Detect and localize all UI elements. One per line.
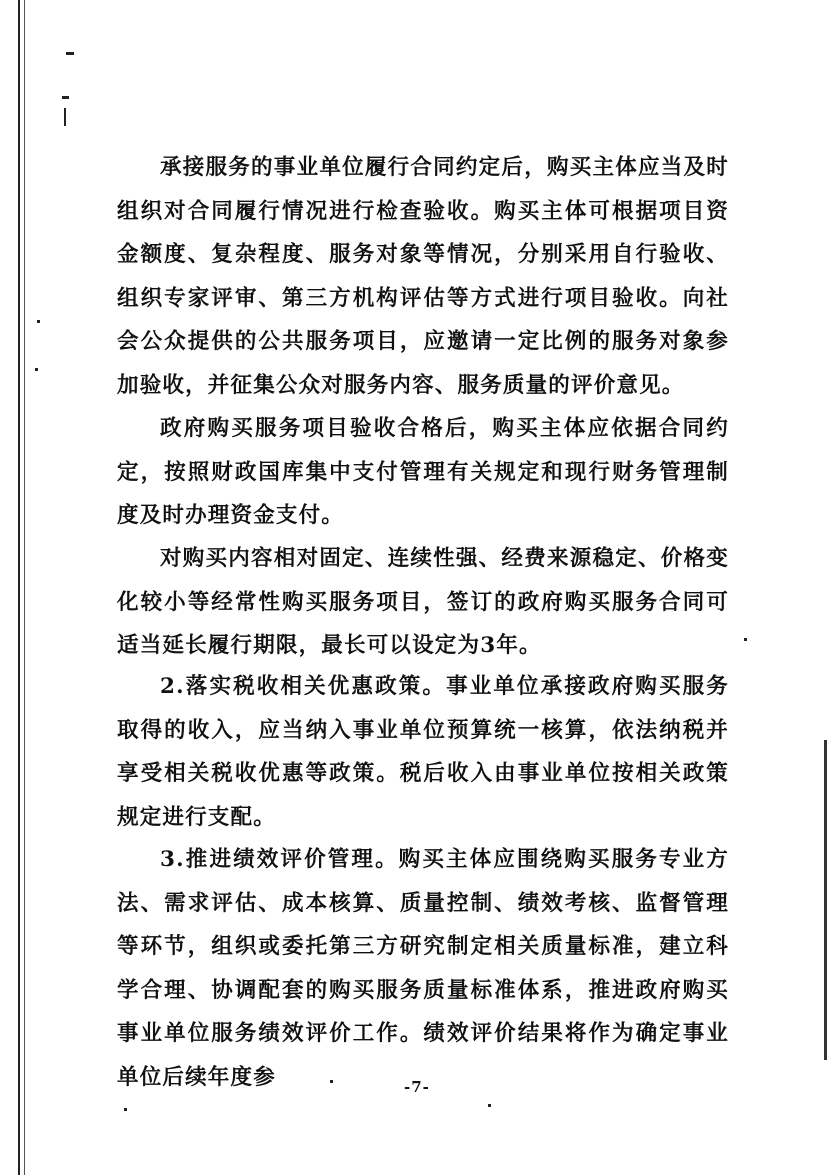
paragraph-payment xyxy=(117,407,729,538)
binding-edge-line xyxy=(18,0,20,1175)
paragraph-tax-policy xyxy=(117,665,729,839)
paragraph-text: 事业单位承接政府购买服务取得的收入，应当纳入事业单位预算统一核算，依法纳税并享受相关税收优惠等政策。税后收入由事业单位按相关政策规定进行支配。 xyxy=(117,674,730,830)
scan-speck xyxy=(744,638,747,641)
paragraph-text: 政府购买服务项目验收合格后，购买主体应依据合同约定，按照财政国库集中支付管理有关规定和现行财务管理制度及时办理资金支付。 xyxy=(117,416,729,528)
scan-speck xyxy=(35,368,38,371)
scan-speck xyxy=(37,320,40,323)
section-heading: 2.落实税收相关优惠政策。 xyxy=(160,674,447,699)
scan-speck xyxy=(64,108,66,126)
scan-speck xyxy=(62,96,69,99)
scan-speck xyxy=(124,1108,127,1111)
paragraph-performance xyxy=(117,838,729,1099)
paragraph-text: 购买主体应围绕购买服务专业方法、需求评估、成本核算、质量控制、绩效考核、监督管理等环节，组织或委托第三方研究制定相关质量标准，建立科学合理、协调配套的购买服务质量标准体系，推进政府购买事业单位服务绩效评价工作。绩效评价结果将作为确定事业单位后续年度参 xyxy=(117,847,729,1090)
paragraph-text: 对购买内容相对固定、连续性强、经费来源稳定、价格变化较小等经常性购买服务项目，签订的政府购买服务合同可适当延长履行期限，最长可以设定为3年。 xyxy=(117,546,729,658)
paragraph-text: 承接服务的事业单位履行合同约定后，购买主体应当及时组织对合同履行情况进行检查验收。购买主体可根据项目资金额度、复杂程度、服务对象等情况，分别采用自行验收、组织专家评审、第三方机构评估等方式进行项目验收。向社会公众提供的公共服务项目，应邀请一定比例的服务对象参加验收，并征集公众对服务内容、服务质量的评价意见。 xyxy=(117,155,729,398)
scan-speck xyxy=(488,1104,491,1107)
section-heading: 3.推进绩效评价管理。 xyxy=(160,847,399,872)
paragraph-acceptance xyxy=(117,146,729,407)
binding-edge-line-inner xyxy=(24,0,25,1175)
scan-speck xyxy=(66,52,74,55)
scan-edge-mark xyxy=(824,740,827,1060)
paragraph-contract-term xyxy=(117,537,729,668)
page-number: -7- xyxy=(404,1078,430,1096)
